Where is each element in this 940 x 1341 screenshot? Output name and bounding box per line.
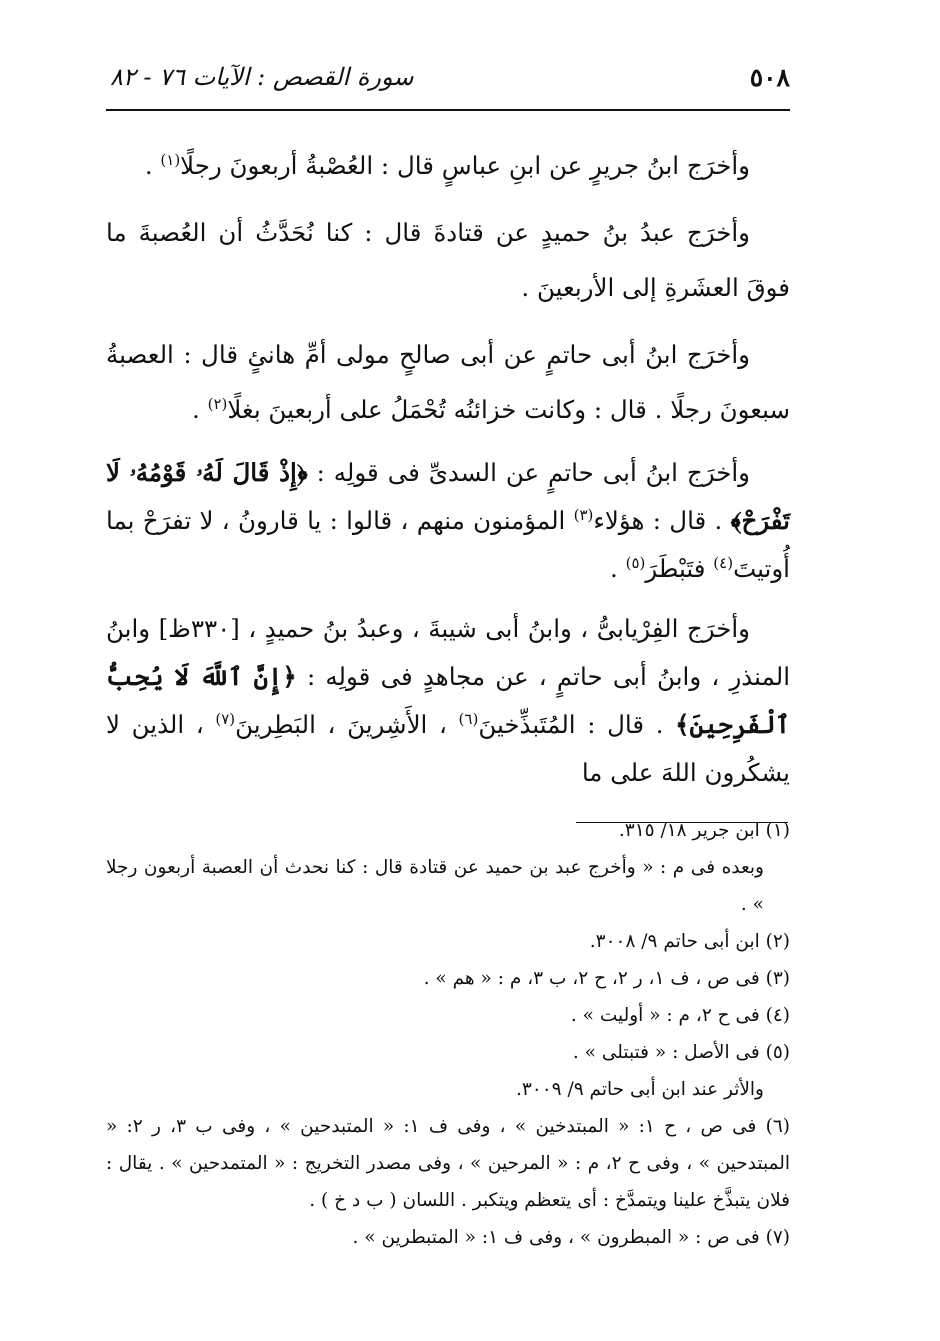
paragraph-end: . xyxy=(610,554,626,583)
quran-verse: ﴿إِذْ قَالَ لَهُۥ قَوْمُهُۥ لَا تَفْرَحْ﴾ xyxy=(106,458,790,535)
main-text xyxy=(106,138,790,809)
paragraph-text: وأخرَج ابنُ أبى حاتمٍ عن أبى صالحٍ مولى أمِّ هانئٍ قال : العصبةُ سبعونَ رجلًا . قال : وكانت خزائنُه تُحْمَلُ على أربعينَ بغلًا xyxy=(106,340,790,424)
page-header xyxy=(110,55,790,99)
footnote-marker: (٣) xyxy=(573,505,594,524)
footnote-6: (٦) فى ص ، ح ١: « المبتدخين » ، وفى ف ١: « المتبدحين » ، وفى ب ٣، ر ٢: « المبتدحين » ، وفى ح ٢، م : « المرحين » ، وفى مصدر التخريج : « المتمدحين » . يقال : فلان يتبذَّخ علينا ويتمدَّخ : أى يتعظم ويتكبر . اللسان ( ب د خ ) . xyxy=(106,1116,790,1211)
paragraph-text: . قال : هؤلاء xyxy=(593,506,731,535)
paragraph-text: ، الأَشِرينَ ، البَطِرينَ xyxy=(235,710,459,739)
footnote-2: (٢) ابن أبى حاتم ٩/ ٣٠٠٨. xyxy=(589,931,790,952)
paragraph-text: وأخرَج ابنُ جريرٍ عن ابنِ عباسٍ قال : العُصْبةُ أربعونَ رجلًا xyxy=(180,151,750,180)
paragraph-3 xyxy=(106,327,790,437)
footnotes xyxy=(106,812,790,1256)
paragraph-text: المؤمنون منهم ، قالوا : يا قارونُ ، لا تفرَحْ بما أُوتيتَ xyxy=(106,506,790,583)
paragraph-text: وأخرَج الفِرْيابىُّ ، وابنُ أبى شيبةَ ، وعبدُ بنُ حميدٍ ، [٣٣٠ظ] وابنُ المنذرِ ، وابنُ أبى حاتمٍ ، عن مجاهدٍ فى قولِه : xyxy=(106,614,791,691)
paragraph-text: . قال : المُتَبذِّخينَ xyxy=(478,710,676,739)
footnote-marker: (١) xyxy=(160,150,181,169)
running-title: سورة القصص : الآيات ٧٦ - ٨٢ xyxy=(110,63,414,91)
footnote-7: (٧) فى ص : « المبطرون » ، وفى ف ١: « المتبطرين » . xyxy=(352,1227,790,1248)
footnote-marker: (٥) xyxy=(625,553,646,572)
footnote-marker: (٤) xyxy=(713,553,734,572)
paragraph-text: وأخرَج ابنُ أبى حاتمٍ عن السدىِّ فى قولِه : xyxy=(307,458,750,487)
paragraph-text: ، الذين لا يشكُرون اللهَ على ما xyxy=(106,710,790,787)
footnote-5-continuation: والأثر عند ابن أبى حاتم ٩/ ٣٠٠٩. xyxy=(515,1079,764,1100)
paragraph-1 xyxy=(106,138,790,193)
footnote-5: (٥) فى الأصل : « فتبتلى » . xyxy=(572,1042,790,1063)
footnote-1-continuation: وبعده فى م : « وأخرج عبد بن حميد عن قتادة قال : كنا نحدث أن العصبة أربعون رجلا » . xyxy=(106,857,764,915)
footnote-marker: (٧) xyxy=(215,709,236,728)
footnote-marker: (٦) xyxy=(458,709,479,728)
header-divider xyxy=(106,109,790,111)
paragraph-end: . xyxy=(144,151,161,180)
paragraph-end: . xyxy=(192,395,208,424)
quran-verse: ﴿إِنَّ ٱللَّهَ لَا يُحِبُّ ٱلْفَرِحِينَ﴾ xyxy=(106,662,790,739)
paragraph-text: وأخرَج عبدُ بنُ حميدٍ عن قتادةَ قال : كنا نُحَدَّثُ أن العُصبةَ ما فوقَ العشَرةِ إلى الأربعينَ . xyxy=(106,218,790,302)
footnote-marker: (٢) xyxy=(207,394,228,413)
paragraph-4 xyxy=(106,449,790,593)
paragraph-text: فتَبْطَرَ xyxy=(645,554,714,583)
footnote-4: (٤) فى ح ٢، م : « أوليت » . xyxy=(570,1005,790,1026)
footnote-3: (٣) فى ص ، ف ١، ر ٢، ح ٢، ب ٣، م : « هم » . xyxy=(423,968,790,989)
footnote-1: (١) ابن جرير ١٨/ ٣١٥. xyxy=(618,820,790,841)
page-number: ٥٠٨ xyxy=(749,62,790,92)
paragraph-2 xyxy=(106,205,790,315)
paragraph-5 xyxy=(106,605,790,797)
